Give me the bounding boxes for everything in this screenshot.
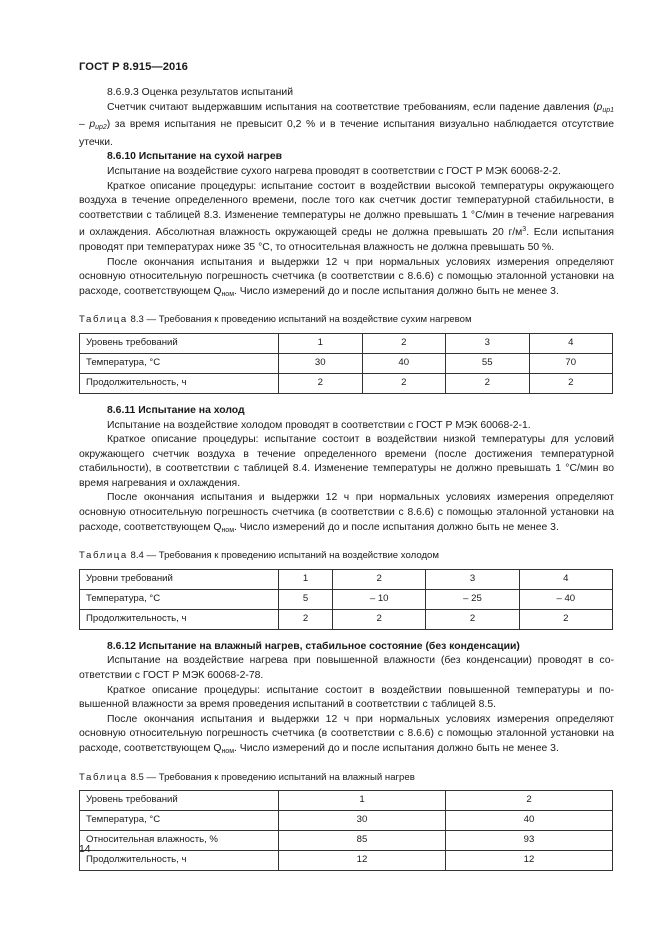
table-cell: 2 (529, 373, 613, 393)
row-label: Уровень требований (80, 333, 279, 353)
row-label: Температура, °С (80, 811, 279, 831)
section-8-6-12-p2: Краткое описание процедуры: испытание состоит в воздействии повышенной температуры и повышенной влажности за время проведения испытаний в соответствии с таблицей 8.5. (79, 684, 614, 711)
caption-prefix: Таблица (79, 314, 128, 326)
row-label: Температура, °С (80, 353, 279, 373)
text-part: Краткое описание процедуры: испытание состоит в воздействии высокой температуры окружающего воздуха в течение определенного времени, после того как счетчик достиг температурной стабильности, в соответствии с таблицей 8.3. Изменение температуры не должно превышать 1 °С/мин в течение нагревания и охлаждения. Абсолютная влажность окружающей среды не должна превышать 20 г/м (79, 180, 614, 239)
text-part: . Число измерений до и после испытания должно быть не менее 3. (234, 285, 559, 297)
section-8-6-11-p1: Испытание на воздействие холодом проводят в соответствии с ГОСТ Р МЭК 60068-2-1. (107, 419, 531, 431)
table-row (80, 373, 613, 393)
table-cell: 2 (279, 609, 333, 629)
caption-text: 8.5 — Требования к проведению испытаний на влажный нагрев (127, 771, 415, 783)
table-8-3-caption (79, 313, 614, 328)
table-cell: 1 (279, 569, 333, 589)
section-8-6-12-p3 (79, 713, 614, 760)
table-cell: 70 (529, 353, 613, 373)
table-cell: 1 (279, 791, 446, 811)
table-cell: – 40 (519, 589, 612, 609)
text-part: . Число измерений до и после испытания должно быть не менее 3. (234, 521, 559, 533)
section-8-6-9-3-paragraph (79, 101, 614, 151)
page-content (79, 86, 614, 881)
table-row (80, 589, 613, 609)
caption-text: 8.4 — Требования к проведению испытаний на воздействие холодом (127, 550, 439, 562)
caption-prefix: Таблица (79, 550, 128, 562)
table-8-4-caption (79, 549, 614, 564)
row-label: Продолжительность, ч (80, 851, 279, 871)
table-cell: 4 (529, 333, 613, 353)
table-row (80, 831, 613, 851)
table-cell: 2 (333, 609, 426, 629)
pressure-symbol: p (89, 119, 96, 131)
table-cell: 12 (279, 851, 446, 871)
row-label: Уровень требований (80, 791, 279, 811)
table-row (80, 609, 613, 629)
table-cell: 1 (279, 333, 363, 353)
section-8-6-12-heading: 8.6.12 Испытание на влажный нагрев, стабильное состояние (без конденсации) (107, 640, 520, 652)
page-number: 14 (79, 844, 91, 855)
pressure-symbol: p (596, 101, 603, 113)
caption-prefix: Таблица (79, 771, 128, 783)
table-cell: 93 (446, 831, 613, 851)
table-cell: 2 (279, 373, 363, 393)
table-cell: 40 (446, 811, 613, 831)
caption-text: 8.3 — Требования к проведению испытаний на воздействие сухим нагревом (127, 314, 472, 326)
table-cell: 2 (446, 791, 613, 811)
subscript-nom: ном (221, 526, 235, 534)
section-8-6-10-p1: Испытание на воздействие сухого нагрева проводят в соответствии с ГОСТ Р МЭК 60068-2-2. (107, 165, 561, 177)
table-row (80, 811, 613, 831)
table-cell: 2 (362, 333, 446, 353)
text-part: После окончания испытания и выдержки 12 ч при нормальных условиях измерения определяют основную относительную погрешность счетчика (в соответствии с 8.6.6) с помощью эталонной установки на расходе, соответствующем Q (79, 713, 614, 754)
section-8-6-9-3-heading: 8.6.9.3 Оценка результатов испытаний (107, 87, 294, 98)
table-cell: 3 (426, 569, 519, 589)
table-cell: 2 (333, 569, 426, 589)
table-cell: 55 (446, 353, 530, 373)
pressure-subscript-1: ир1 (602, 106, 614, 114)
table-row (80, 851, 613, 871)
table-cell: 2 (446, 373, 530, 393)
table-cell: 30 (279, 811, 446, 831)
text-part: . Число измерений до и после испытания должно быть не менее 3. (234, 743, 559, 754)
table-cell: 5 (279, 589, 333, 609)
row-label: Продолжительность, ч (80, 373, 279, 393)
section-8-6-11-p2: Краткое описание процедуры: испытание состоит в воздействии низкой температуры для условий окружающего счетчик воздуха в течение определенного времени (после достижения температурной стабильности), в соответствии с таблицей 8.4. Изменение температуры не должно превышать 1 °С/мин во время нагревания и охлаждения. (79, 434, 614, 489)
section-8-6-11-p3 (79, 491, 614, 538)
text-part: . Если испытания проводят при температурах ниже 35 °С, то относительная влажность не должна превышать 50 %. (79, 227, 614, 253)
table-cell: 85 (279, 831, 446, 851)
section-8-6-11-heading: 8.6.11 Испытание на холод (107, 404, 245, 416)
superscript: 3 (522, 226, 527, 234)
section-8-6-10-p2 (79, 180, 614, 256)
row-label: Уровни требований (80, 569, 279, 589)
row-label: Температура, °С (80, 589, 279, 609)
table-8-5-caption (79, 771, 614, 786)
table-cell: 2 (519, 609, 612, 629)
row-label: Продолжительность, ч (80, 609, 279, 629)
row-label: Относительная влажность, % (80, 831, 279, 851)
table-8-3 (79, 333, 613, 394)
table-cell: 30 (279, 353, 363, 373)
subscript-nom: ном (221, 290, 235, 298)
section-8-6-10-p3 (79, 256, 614, 303)
table-cell: 2 (426, 609, 519, 629)
section-8-6-10-heading: 8.6.10 Испытание на сухой нагрев (107, 151, 283, 163)
table-cell: 2 (362, 373, 446, 393)
table-cell: 3 (446, 333, 530, 353)
table-cell: 4 (519, 569, 612, 589)
table-row (80, 791, 613, 811)
table-row (80, 333, 613, 353)
table-cell: – 25 (426, 589, 519, 609)
pressure-subscript-2: ир2 (95, 124, 107, 132)
table-8-5 (79, 790, 613, 871)
text-part: После окончания испытания и выдержки 12 ч при нормальных условиях измерения определяют основную относительную погрешность счетчика (в соответствии с 8.6.6) с помощью эталонной установки на расходе, соответствующем Q (79, 492, 614, 533)
minus-sign: – (79, 119, 90, 131)
document-header: ГОСТ Р 8.915—2016 (79, 61, 188, 73)
table-row (80, 569, 613, 589)
text-part: Счетчик считают выдержавшим испытания на соответствие требованиям, если падение давления ( (107, 101, 597, 113)
section-8-6-12-p1: Испытание на воздействие нагрева при повышенной влажности (без конденсации) проводят в соответствии с ГОСТ Р МЭК 60068-2-78. (79, 655, 614, 682)
text-part: После окончания испытания и выдержки 12 ч при нормальных условиях измерения определяют основную относительную погрешность счетчика (в соответствии с 8.6.6) с помощью эталонной установки на расходе, соответствующем Q (79, 256, 614, 297)
text-part: ) за время испытания не превысит 0,2 % и в течение испытания визуально наблюдается отсутствие утечки. (79, 119, 614, 148)
subscript-nom: ном (221, 748, 235, 755)
table-cell: 12 (446, 851, 613, 871)
table-cell: 40 (362, 353, 446, 373)
table-8-4 (79, 569, 613, 630)
table-row (80, 353, 613, 373)
table-cell: – 10 (333, 589, 426, 609)
